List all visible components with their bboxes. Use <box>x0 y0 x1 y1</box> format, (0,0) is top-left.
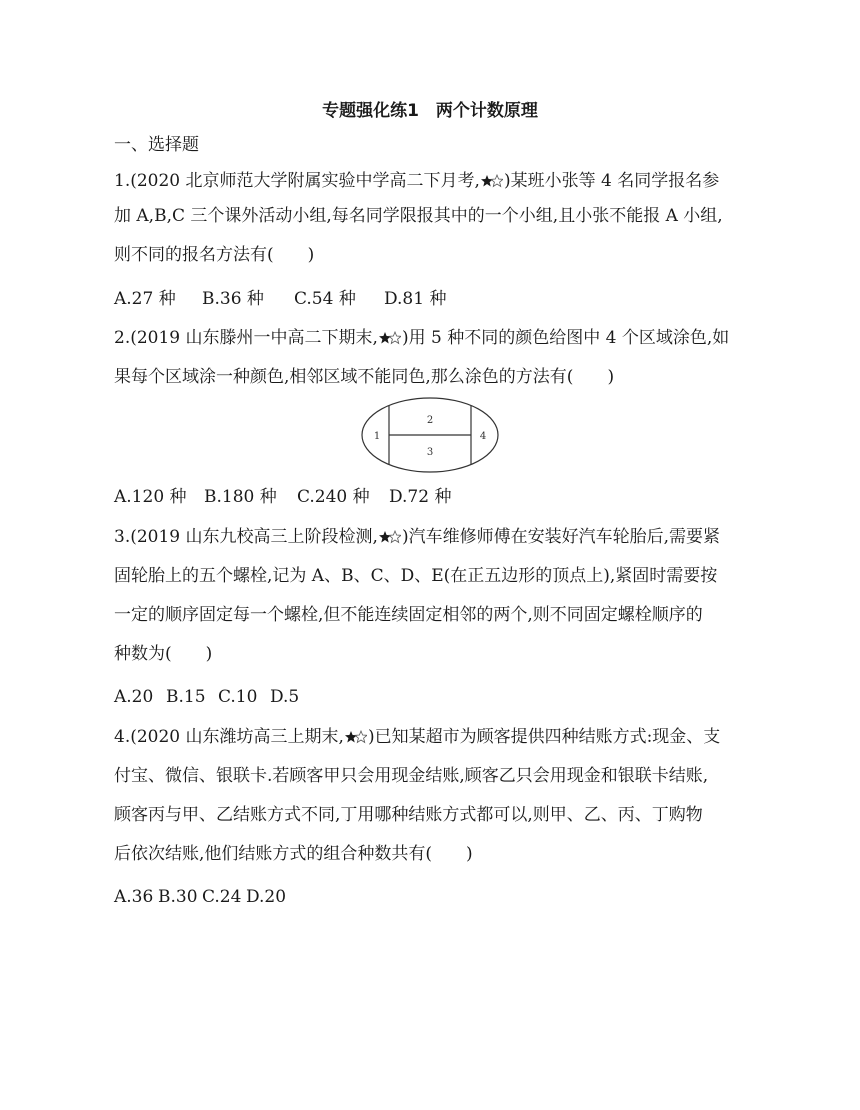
question-2-lead: 2.(2019 山东滕州一中高二下期末, <box>114 328 378 348</box>
two-star-difficulty-icon <box>379 530 401 544</box>
question-2-line-1 <box>114 327 729 349</box>
question-4-text-4: 后依次结账,他们结账方式的组合种数共有( ) <box>114 844 473 864</box>
question-1-text-1: )某班小张等 4 名同学报名参 <box>503 171 720 191</box>
question-2-options <box>114 486 451 508</box>
question-3-text-2: 固轮胎上的五个螺栓,记为 A、B、C、D、E(在正五边形的顶点上),紧固时需要按 <box>114 566 718 586</box>
question-1-options <box>114 288 446 310</box>
section-heading: 一、选择题 <box>114 135 199 155</box>
question-1-option-b: B.36 种 <box>202 289 264 309</box>
region-coloring-figure <box>360 396 500 474</box>
question-2-text-1: )用 5 种不同的颜色给图中 4 个区域涂色,如 <box>401 328 730 348</box>
two-star-difficulty-icon <box>379 331 401 345</box>
question-2-option-a: A.120 种 <box>114 487 187 507</box>
figure-label-3: 3 <box>426 447 434 458</box>
question-4-line-1 <box>114 726 720 748</box>
question-4-text-3: 顾客丙与甲、乙结账方式不同,丁用哪种结账方式都可以,则甲、乙、丙、丁购物 <box>114 805 703 825</box>
question-1-option-d: D.81 种 <box>384 289 447 309</box>
question-1-text-3: 则不同的报名方法有( ) <box>114 245 315 265</box>
question-3-line-1 <box>114 526 720 548</box>
question-2-option-d: D.72 种 <box>389 487 452 507</box>
question-2-text-2: 果每个区域涂一种颜色,相邻区域不能同色,那么涂色的方法有( ) <box>114 367 615 387</box>
question-3-text-3: 一定的顺序固定每一个螺栓,但不能连续固定相邻的两个,则不同固定螺栓顺序的 <box>114 605 703 625</box>
question-3-options <box>114 686 299 708</box>
figure-label-2: 2 <box>426 415 434 426</box>
question-4-text-2: 付宝、微信、银联卡.若顾客甲只会用现金结账,顾客乙只会用现金和银联卡结账, <box>114 766 709 786</box>
question-4-option-a: A.36 <box>114 887 154 907</box>
question-3-text-4: 种数为( ) <box>114 644 213 664</box>
question-3-text-1: )汽车维修师傅在安装好汽车轮胎后,需要紧 <box>401 527 720 547</box>
question-2-option-b: B.180 种 <box>204 487 277 507</box>
question-4-option-b: B.30 <box>158 887 198 907</box>
question-4-lead: 4.(2020 山东潍坊高三上期末, <box>114 727 344 747</box>
question-3-option-b: B.15 <box>166 687 206 707</box>
question-3-lead: 3.(2019 山东九校高三上阶段检测, <box>114 527 378 547</box>
figure-label-4: 4 <box>479 431 487 442</box>
question-1-option-a: A.27 种 <box>114 289 176 309</box>
figure-label-1: 1 <box>373 431 381 442</box>
question-4-text-1: )已知某超市为顾客提供四种结账方式:现金、支 <box>367 727 721 747</box>
question-3-option-c: C.10 <box>218 687 258 707</box>
question-1-lead: 1.(2020 北京师范大学附属实验中学高二下月考, <box>114 171 480 191</box>
two-star-difficulty-icon <box>345 730 367 744</box>
question-3-option-a: A.20 <box>114 687 154 707</box>
question-4-option-c: C.24 <box>202 887 242 907</box>
two-star-difficulty-icon <box>481 174 503 188</box>
question-2-option-c: C.240 种 <box>297 487 370 507</box>
question-3-option-d: D.5 <box>270 687 300 707</box>
question-4-options <box>114 886 286 908</box>
question-1-line-1 <box>114 170 719 192</box>
question-1-text-2: 加 A,B,C 三个课外活动小组,每名同学限报其中的一个小组,且小张不能报 A 小组, <box>114 206 723 226</box>
question-4-option-d: D.20 <box>246 887 287 907</box>
question-1-option-c: C.54 种 <box>294 289 356 309</box>
page-title: 专题强化练1 两个计数原理 <box>322 101 538 121</box>
